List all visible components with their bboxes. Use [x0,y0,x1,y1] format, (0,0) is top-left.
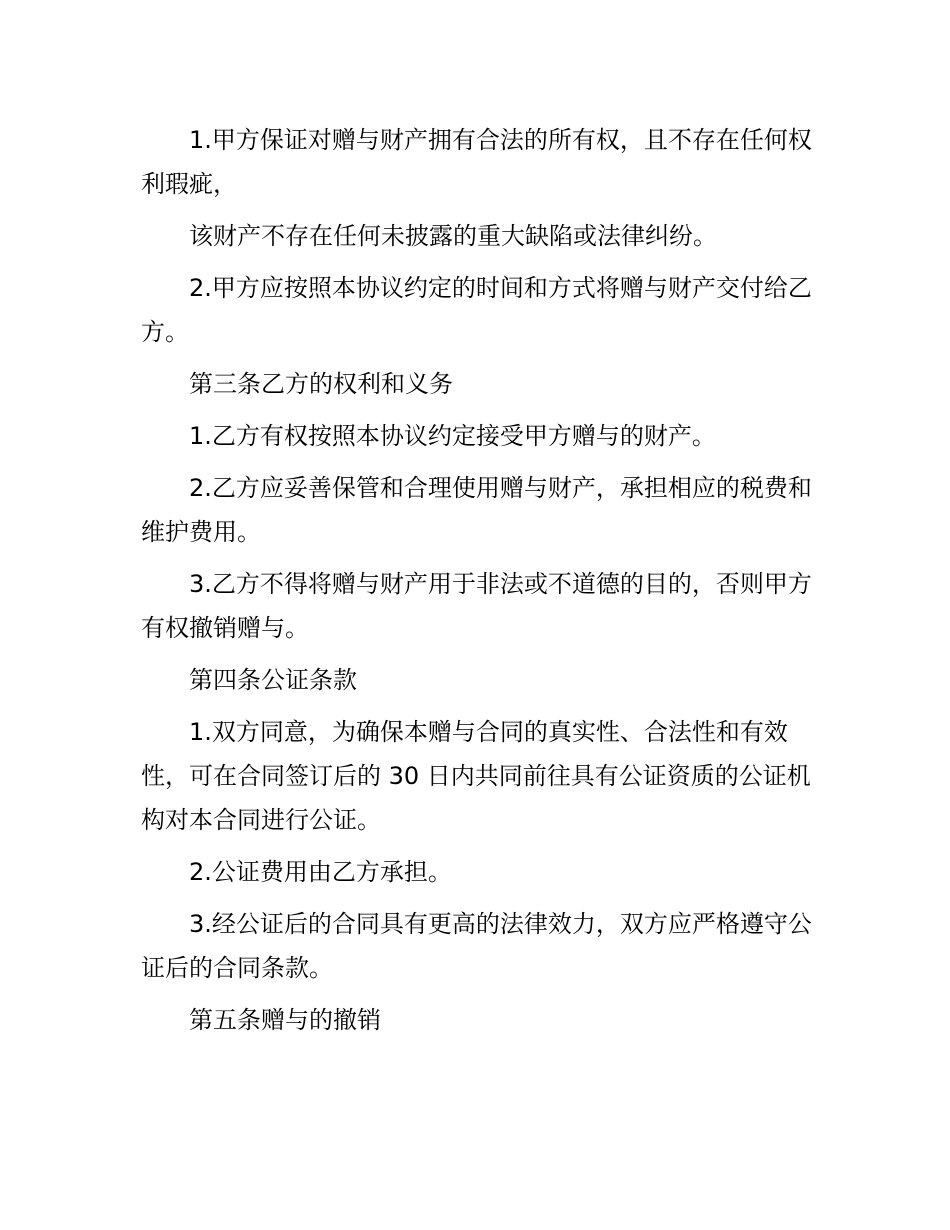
section-heading-article-3: 第三条乙方的权利和义务 [189,370,453,398]
section-heading-article-5: 第五条赠与的撤销 [189,1006,381,1034]
document-body [141,118,813,1050]
paragraph-clause-3-3: 3.乙方不得将赠与财产用于非法或不道德的目的，否则甲方有权撤销赠与。 [141,570,812,642]
paragraph-clause-3-1: 1.乙方有权按照本协议约定接受甲方赠与的财产。 [189,422,716,450]
paragraph-clause-4-1: 1.双方同意，为确保本赠与合同的真实性、合法性和有效性，可在合同签订后的 30 日内共同前往具有公证资质的公证机构对本合同进行公证。 [141,718,811,834]
paragraph-clause-2-1-continued: 该财产不存在任何未披露的重大缺陷或法律纠纷。 [189,222,717,250]
paragraph-clause-2-2: 2.甲方应按照本协议约定的时间和方式将赠与财产交付给乙方。 [141,274,812,346]
paragraph-clause-4-3: 3.经公证后的合同具有更高的法律效力，双方应严格遵守公证后的合同条款。 [141,910,812,982]
paragraph-clause-4-2: 2.公证费用由乙方承担。 [189,858,452,886]
paragraph-clause-2-1: 1.甲方保证对赠与财产拥有合法的所有权，且不存在任何权利瑕疵， [141,126,812,198]
section-heading-article-4: 第四条公证条款 [189,666,357,694]
paragraph-clause-3-2: 2.乙方应妥善保管和合理使用赠与财产，承担相应的税费和维护费用。 [141,474,812,546]
